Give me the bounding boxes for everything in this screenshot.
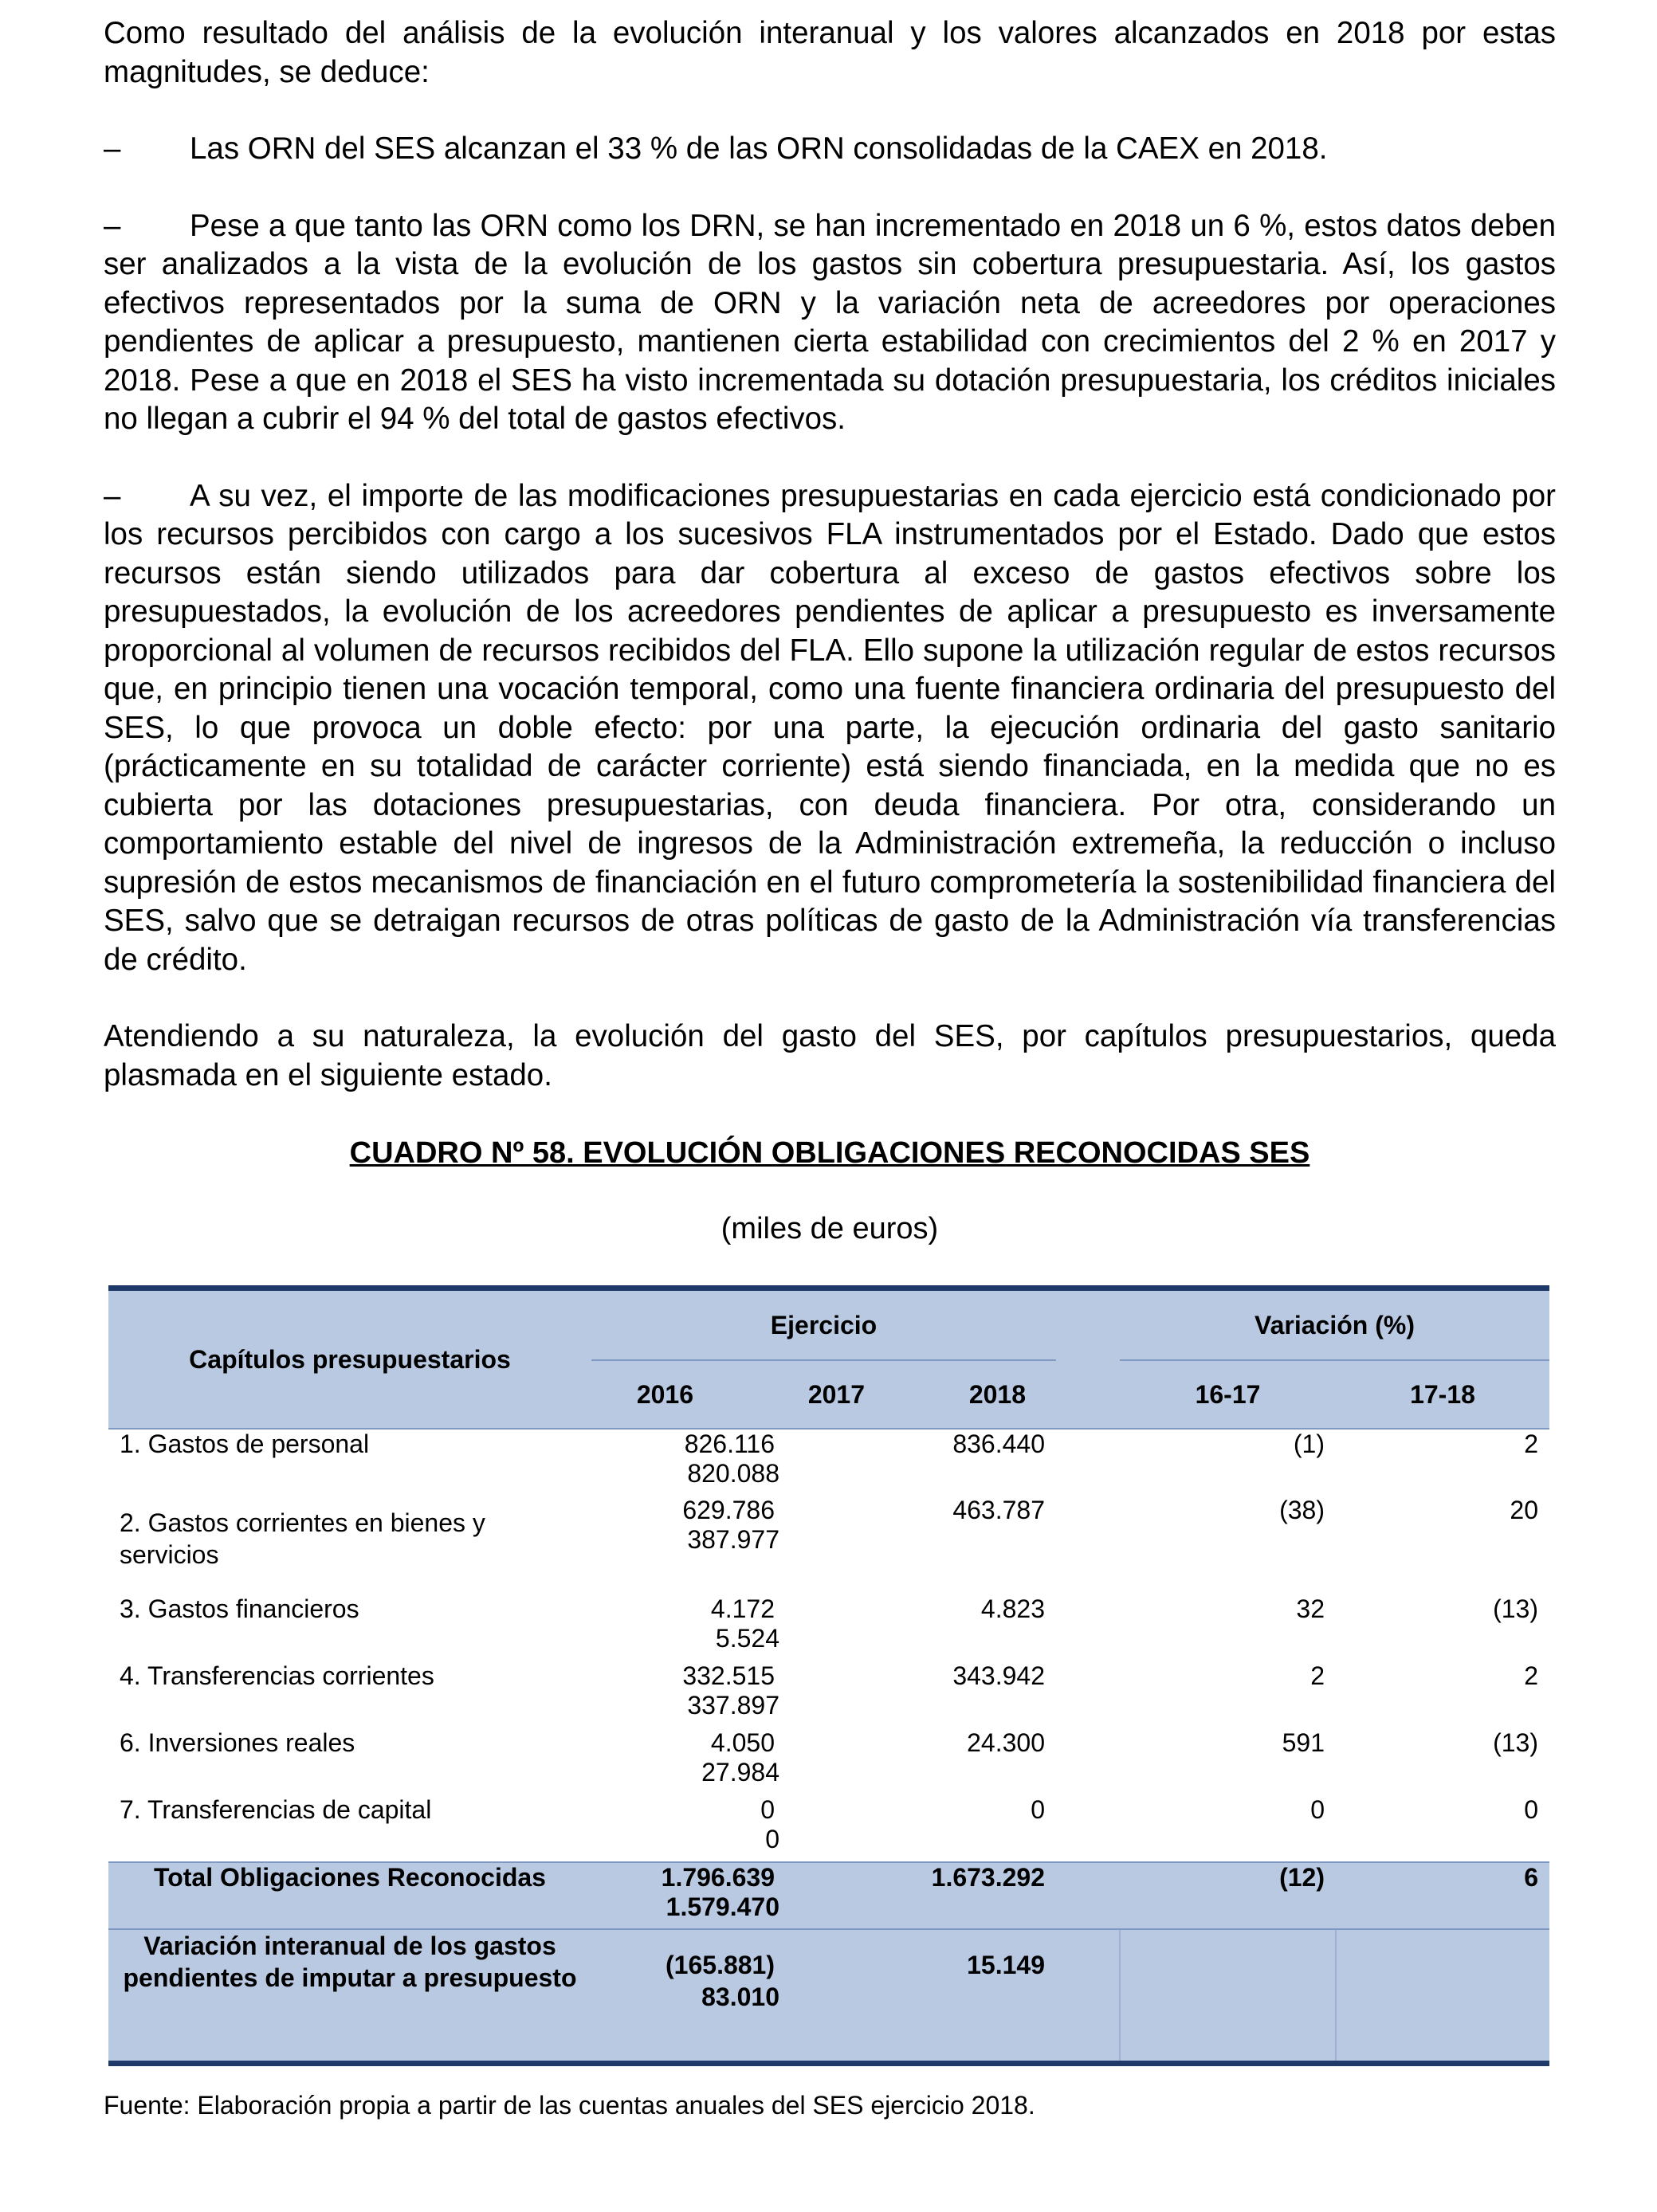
- header-16-17: 16-17: [1120, 1360, 1336, 1429]
- header-variacion: Variación (%): [1120, 1288, 1549, 1361]
- cell-16-17: 0: [1310, 1795, 1325, 1824]
- row-label: 4. Transferencias corrientes: [120, 1661, 434, 1690]
- total-16-17: (12): [1120, 1862, 1336, 1929]
- table-row: [108, 1728, 1549, 1795]
- row-label: 6. Inversiones reales: [120, 1728, 355, 1757]
- bullet-paragraph-3: [104, 477, 1556, 980]
- cell-2017: 337.897: [687, 1691, 779, 1720]
- cell-2016: 629.786: [682, 1496, 775, 1524]
- cell-17-18: (13): [1493, 1594, 1538, 1623]
- cell-2018: 463.787: [952, 1496, 1045, 1524]
- cell-2017: 0: [765, 1825, 779, 1853]
- cell-2018: 0: [1031, 1795, 1045, 1824]
- header-2017: 2017: [705, 1360, 895, 1429]
- table-row: [108, 1594, 1549, 1661]
- total-2017: 1.579.470: [666, 1892, 779, 1921]
- intro-paragraph: Como resultado del análisis de la evolución interanual y los valores alcanzados en 2018 por estas magnitudes, se deduce:: [104, 16, 1556, 89]
- closing-paragraph: Atendiendo a su naturaleza, la evolución del gasto del SES, por capítulos presupuestarios, queda plasmada en el siguiente estado.: [104, 1019, 1556, 1092]
- cell-17-18: (13): [1493, 1728, 1538, 1757]
- cell-2018: 24.300: [967, 1728, 1045, 1757]
- cell-17-18: 0: [1524, 1795, 1538, 1824]
- header-chapter: Capítulos presupuestarios: [108, 1288, 591, 1430]
- total-label: Total Obligaciones Reconocidas: [108, 1862, 591, 1929]
- obligations-table: [108, 1285, 1549, 2066]
- cell-17-18: 2: [1524, 1661, 1538, 1690]
- cell-16-17: 32: [1296, 1594, 1325, 1623]
- header-17-18: 17-18: [1336, 1360, 1549, 1429]
- cell-2018: 836.440: [952, 1430, 1045, 1458]
- row-label: 2. Gastos corrientes en bienes y servicios: [120, 1508, 485, 1569]
- bullet-paragraph-1: [104, 130, 1556, 169]
- header-2016: 2016: [591, 1360, 705, 1429]
- table-row: [108, 1795, 1549, 1862]
- dash-bullet: –: [104, 131, 121, 166]
- body-text: [104, 14, 1556, 1095]
- total-row: [108, 1862, 1549, 1929]
- row-label: 7. Transferencias de capital: [120, 1795, 432, 1824]
- cell-16-17: (1): [1293, 1430, 1325, 1458]
- source-note: Fuente: Elaboración propia a partir de las cuentas anuales del SES ejercicio 2018.: [104, 2091, 1035, 2120]
- row-label: 3. Gastos financieros: [120, 1594, 359, 1623]
- bullet-1-text: Las ORN del SES alcanzan el 33 % de las ORN consolidadas de la CAEX en 2018.: [190, 131, 1328, 166]
- header-2018: 2018: [895, 1360, 1056, 1429]
- cell-2018: 4.823: [980, 1594, 1045, 1623]
- table-row: [108, 1429, 1549, 1496]
- table-title: CUADRO Nº 58. EVOLUCIÓN OBLIGACIONES RECONOCIDAS SES: [349, 1136, 1310, 1170]
- total-17-18: 6: [1336, 1862, 1549, 1929]
- dash-bullet: –: [104, 478, 121, 513]
- dash-bullet: –: [104, 208, 121, 243]
- cell-2017: 387.977: [687, 1525, 779, 1554]
- cell-17-18: 2: [1524, 1430, 1538, 1458]
- table-header-row: [108, 1288, 1549, 1361]
- cell-16-17: 2: [1310, 1661, 1325, 1690]
- cell-2017: 27.984: [701, 1758, 779, 1786]
- total-2016: 1.796.639: [661, 1863, 775, 1892]
- cell-16-17: 591: [1282, 1728, 1325, 1757]
- variation-row: [108, 1929, 1549, 2063]
- variation-label: Variación interanual de los gastos pendientes de imputar a presupuesto: [108, 1929, 591, 2063]
- bullet-3-text: A su vez, el importe de las modificaciones presupuestarias en cada ejercicio está condicionado por los recursos percibidos con cargo a los sucesivos FLA instrumentados por el Estado. Dado que estos recursos están siendo utilizados para dar cobertura al exceso de gastos efectivos sobre los presupuestados, la evolución de los acreedores pendientes de aplicar a presupuesto es inversamente proporcional al volumen de recursos recibidos del FLA. Ello supone la utilización regular de estos recursos que, en principio tienen una vocación temporal, como una fuente financiera ordinaria del presupuesto del SES, lo que provoca un doble efecto: por una parte, la ejecución ordinaria del gasto sanitario (prácticamente en su totalidad de carácter corriente) está siendo financiada, en la medida que no es cubierta por las dotaciones presupuestarias, con deuda financiera. Por otra, considerando un comportamiento estable del nivel de ingresos de la Administración extremeña, la reducción o incluso supresión de estos mecanismos de financiación en el futuro comprometería la sostenibilidad financiera del SES, salvo que se detraigan recursos de otras políticas de gasto de la Administración vía transferencias de crédito.: [104, 478, 1556, 977]
- cell-2016: 826.116: [684, 1430, 775, 1458]
- table-row: [108, 1496, 1549, 1594]
- table-subtitle: (miles de euros): [721, 1212, 939, 1245]
- cell-16-17: (38): [1279, 1496, 1325, 1524]
- variation-2018: 15.149: [895, 1929, 1056, 2063]
- cell-2016: 4.050: [710, 1728, 775, 1757]
- table-row: [108, 1661, 1549, 1728]
- cell-2016: 332.515: [682, 1661, 775, 1690]
- cell-2016: 4.172: [710, 1594, 775, 1623]
- variation-2016: (165.881): [666, 1951, 775, 1979]
- bullet-paragraph-2: [104, 207, 1556, 439]
- cell-2018: 343.942: [952, 1661, 1045, 1690]
- bullet-2-text: Pese a que tanto las ORN como los DRN, se han incrementado en 2018 un 6 %, estos datos deben ser analizados a la vista de la evolución de los gastos sin cobertura presupuestaria. Así, los gastos efectivos representados por la suma de ORN y la variación neta de acreedores por operaciones pendientes de aplicar a presupuesto, mantienen cierta estabilidad con crecimientos del 2 % en 2017 y 2018. Pese a que en 2018 el SES ha visto incrementada su dotación presupuestaria, los créditos iniciales no llegan a cubrir el 94 % del total de gastos efectivos.: [104, 208, 1556, 436]
- row-label: 1. Gastos de personal: [120, 1430, 370, 1458]
- variation-2017: 83.010: [701, 1983, 779, 2011]
- cell-2017: 5.524: [715, 1624, 779, 1653]
- header-ejercicio: Ejercicio: [591, 1288, 1056, 1361]
- cell-17-18: 20: [1510, 1496, 1538, 1524]
- total-2018: 1.673.292: [895, 1862, 1056, 1929]
- cell-2017: 820.088: [687, 1459, 779, 1488]
- cell-2016: 0: [760, 1795, 775, 1824]
